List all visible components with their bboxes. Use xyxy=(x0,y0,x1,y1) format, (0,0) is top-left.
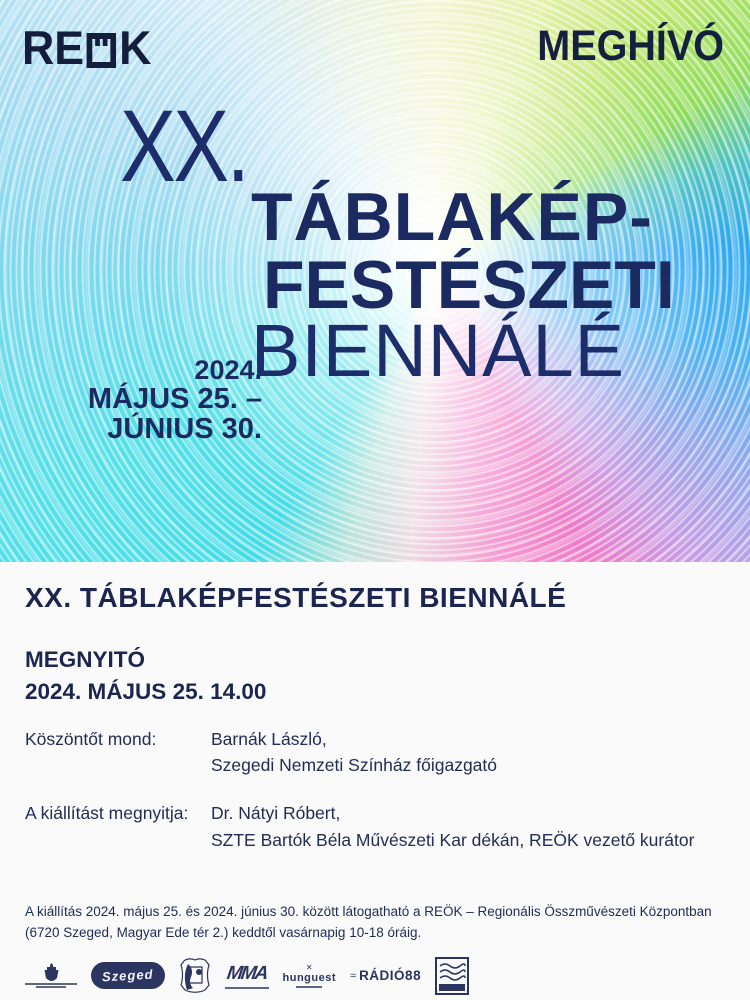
szeged-logo-text: Szeged xyxy=(101,966,154,985)
hero-title-line-2: FESTÉSZETI xyxy=(263,247,675,323)
opening-label: MEGNYITÓ xyxy=(25,647,146,672)
reok-logo xyxy=(22,20,151,75)
radio88-wave-icon: ≈ xyxy=(350,969,357,982)
opening-block xyxy=(25,644,725,708)
hero-date-to: JÚNIUS 30. xyxy=(107,413,262,446)
wave-stamp-icon xyxy=(435,957,469,995)
hero-date-block xyxy=(0,356,262,444)
mma-logo-text: MMA xyxy=(225,962,268,984)
hunguest-hotels-logo xyxy=(283,964,337,988)
hunguest-diamond-icon: ✕ xyxy=(305,962,313,972)
speaker-role: Szegedi Nemzeti Színház főigazgató xyxy=(211,755,497,776)
reok-logo-prefix: RE xyxy=(22,21,85,74)
speaker-name: Barnák László, xyxy=(211,728,327,749)
invitation-label: MEGHÍVÓ xyxy=(537,22,724,70)
hero-date-year: 2024. xyxy=(194,355,262,385)
hero-title-line-1: TÁBLAKÉP- xyxy=(251,179,653,255)
mma-academy-logo xyxy=(225,963,269,989)
speaker-name: Dr. Nátyi Róbert, xyxy=(211,803,341,824)
speaker-role: SZTE Bartók Béla Művészeti Kar dékán, REÖK vezető kurátor xyxy=(211,829,695,850)
ministry-coat-of-arms-logo xyxy=(25,963,77,988)
speaker-row-label: Köszöntőt mond: xyxy=(25,728,157,749)
crest-icon xyxy=(179,958,211,994)
hero-title-line-3: BIENNÁLÉ xyxy=(251,309,626,392)
sponsor-logo-row xyxy=(25,953,725,999)
szeged-crest-logo xyxy=(179,958,211,994)
hunguest-logo-text: hunguest xyxy=(282,971,337,984)
hero-date-from: MÁJUS 25. – xyxy=(87,383,262,416)
speaker-row-value xyxy=(211,726,497,779)
radio88-logo-text: RÁDIÓ88 xyxy=(359,968,422,984)
reok-logo-suffix: K xyxy=(119,21,152,74)
radio88-logo xyxy=(350,968,421,983)
speaker-row-label: A kiállítást megnyitja: xyxy=(25,803,189,824)
event-title: XX. TÁBLAKÉPFESTÉSZETI BIENNÁLÉ xyxy=(25,582,567,613)
szeged-city-logo xyxy=(91,962,165,989)
speaker-row-greeting xyxy=(25,726,725,779)
visiting-info xyxy=(25,901,725,944)
speaker-row-opener xyxy=(25,800,725,853)
event-details-section xyxy=(0,562,750,1000)
reok-o-glyph-icon xyxy=(87,33,116,68)
coat-of-arms-icon xyxy=(44,963,59,981)
visiting-info-line-2: (6720 Szeged, Magyar Ede tér 2.) keddtől vasárnapig 10-18 óráig. xyxy=(25,925,422,941)
visiting-info-line-1: A kiállítás 2024. május 25. és 2024. június 30. között látogatható a REÖK – Regionális Összművészeti Központban xyxy=(25,903,712,919)
speaker-row-value xyxy=(211,800,694,853)
wave-stamp-logo xyxy=(435,957,469,995)
hero-ordinal: XX. xyxy=(120,89,248,203)
opening-datetime: 2024. MÁJUS 25. 14.00 xyxy=(25,678,267,704)
